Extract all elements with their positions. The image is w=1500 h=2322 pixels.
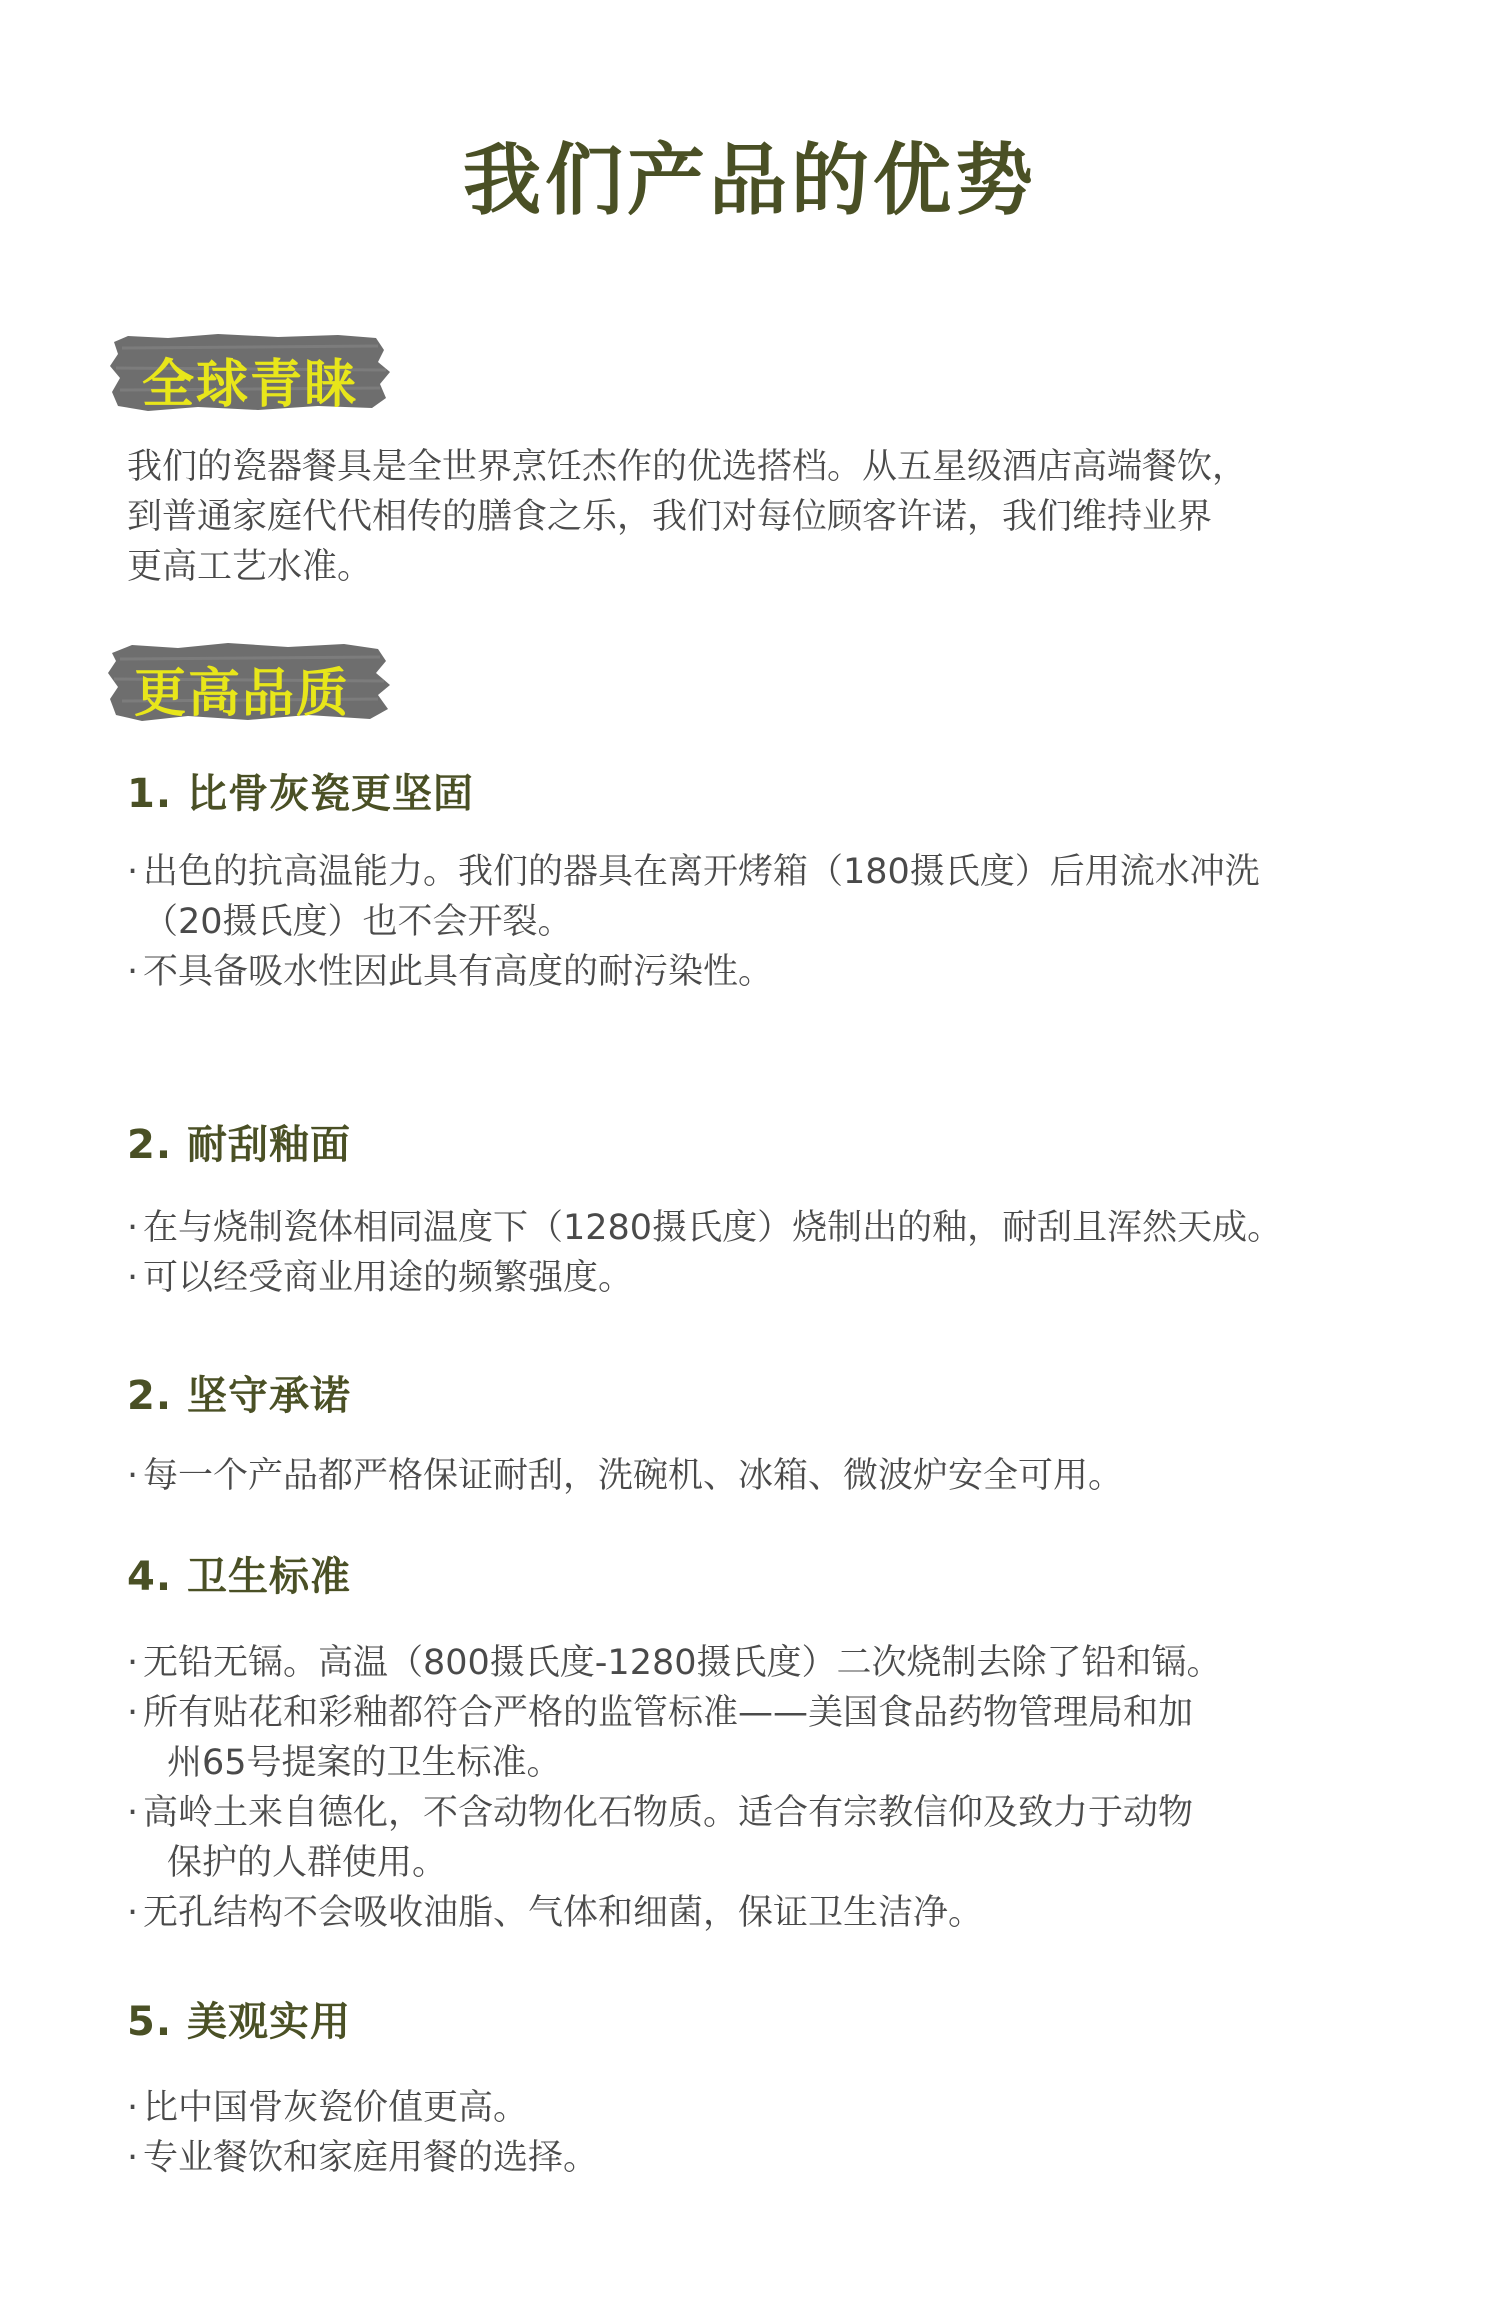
- bullet-list: [127, 1451, 1407, 1501]
- bullet-text: 无孔结构不会吸收油脂、气体和细菌，保证卫生洁净。: [143, 1893, 984, 1933]
- bullet-item: [127, 1451, 1407, 1501]
- bullet-text-continued: 州65号提案的卫生标准。: [167, 1743, 562, 1783]
- badge-label: 全球青睐: [142, 355, 359, 415]
- bullet-text: 不具备吸水性因此具有高度的耐污染性。: [143, 952, 774, 992]
- bullet-list: [127, 847, 1407, 997]
- bullet-item: [127, 1688, 1407, 1788]
- bullet-text: 比中国骨灰瓷价值更高。: [143, 2088, 529, 2128]
- bullet-text: 在与烧制瓷体相同温度下（1280摄氏度）烧制出的釉，耐刮且浑然天成。: [143, 1208, 1283, 1248]
- bullet-text: 可以经受商业用途的频繁强度。: [143, 1258, 634, 1298]
- bullet-text: 无铅无镉。高温（800摄氏度-1280摄氏度）二次烧制去除了铅和镉。: [143, 1643, 1222, 1683]
- bullet-item: [127, 1203, 1407, 1253]
- bullet-text: 高岭土来自德化，不含动物化石物质。适合有宗教信仰及致力于动物: [143, 1793, 1194, 1833]
- intro-line: 到普通家庭代代相传的膳食之乐，我们对每位顾客许诺，我们维持业界: [127, 497, 1213, 537]
- bullet-item: [127, 947, 1407, 997]
- intro-paragraph: [127, 442, 1387, 592]
- bullet-item: [127, 1788, 1407, 1888]
- bullet-item: [127, 1638, 1407, 1688]
- bullet-text-continued: 保护的人群使用。: [167, 1843, 448, 1883]
- bullet-text: 所有贴花和彩釉都符合严格的监管标准——美国食品药物管理局和加: [143, 1693, 1194, 1733]
- section-heading: 2. 坚守承诺: [127, 1373, 351, 1419]
- bullet-list: [127, 1203, 1407, 1303]
- section-badge-global: [108, 328, 398, 416]
- section-heading: 1. 比骨灰瓷更坚固: [127, 771, 474, 817]
- intro-line: 我们的瓷器餐具是全世界烹饪杰作的优选搭档。从五星级酒店高端餐饮，: [127, 447, 1248, 487]
- section-heading: 4. 卫生标准: [127, 1554, 351, 1600]
- bullet-list: [127, 1638, 1407, 1938]
- bullet-text: 专业餐饮和家庭用餐的选择。: [143, 2138, 599, 2178]
- bullet-text-continued: （20摄氏度）也不会开裂。: [143, 902, 573, 942]
- bullet-text: 每一个产品都严格保证耐刮，洗碗机、冰箱、微波炉安全可用。: [143, 1456, 1124, 1496]
- bullet-item: [127, 1253, 1407, 1303]
- bullet-item: [127, 847, 1407, 947]
- section-heading: 2. 耐刮釉面: [127, 1122, 351, 1168]
- bullet-text: 出色的抗高温能力。我们的器具在离开烤箱（180摄氏度）后用流水冲洗: [143, 852, 1260, 892]
- section-heading: 5. 美观实用: [127, 1999, 351, 2045]
- section-badge-quality: [108, 637, 398, 725]
- badge-label: 更高品质: [134, 664, 351, 724]
- bullet-list: [127, 2083, 1407, 2183]
- bullet-item: [127, 2133, 1407, 2183]
- bullet-item: [127, 1888, 1407, 1938]
- page-title: 我们产品的优势: [462, 136, 1037, 226]
- bullet-item: [127, 2083, 1407, 2133]
- intro-line: 更高工艺水准。: [127, 547, 373, 587]
